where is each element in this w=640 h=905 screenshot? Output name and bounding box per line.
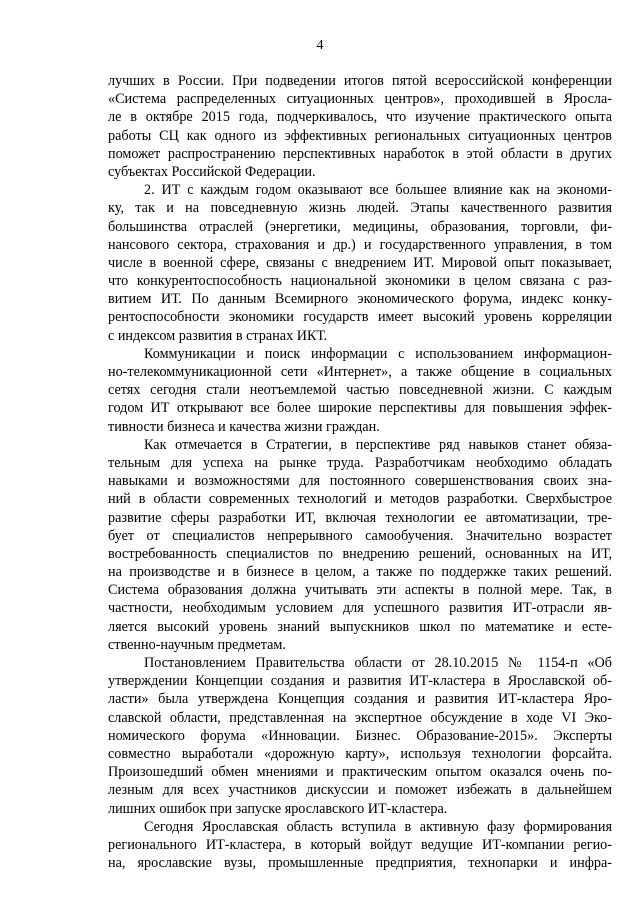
text-line: Произошедший обмен мнениями и практическим опытом оказался очень по- xyxy=(108,764,612,781)
text-line: работы СЦ как одного из эффективных региональных ситуационных центров xyxy=(108,127,612,144)
text-line: лучших в России. При подведении итогов пятой всероссийской конференции xyxy=(108,73,612,89)
text-line: витием ИТ. По данным Всемирного экономического форума, индекс конку- xyxy=(108,291,612,308)
text-line: ку, так и на повседневную жизнь людей. Этапы качественного развития xyxy=(108,200,612,217)
text-line: сетях сегодня стали неотъемлемой частью повседневной жизни. С каждым xyxy=(108,382,612,399)
text-line: частности, необходимым условием для успешного развития ИТ-отрасли яв- xyxy=(108,600,612,617)
text-line: годом ИТ открывают все более широкие перспективы для повышения эффек- xyxy=(108,400,612,417)
text-line: на производстве и в бизнесе в целом, а также по поддержке таких решений. xyxy=(108,564,612,581)
text-line: но-телекоммуникационной сети «Интернет», а также общение в социальных xyxy=(108,364,612,380)
paragraph xyxy=(108,818,612,873)
text-line: лезным для всех участников дискуссии и поможет избежать в дальнейшем xyxy=(108,782,612,799)
page-number: 4 xyxy=(316,38,324,53)
text-line: совместно выработали «дорожную карту», используя технологии форсайта. xyxy=(108,745,612,762)
text-line: на, ярославские вузы, промышленные предприятия, технопарки и инфра- xyxy=(108,855,612,872)
paragraph xyxy=(108,436,612,654)
text-line: нансового сектора, страхования и др.) и государственного управления, в том xyxy=(108,236,612,253)
paragraph xyxy=(108,181,612,345)
paragraph xyxy=(108,345,612,436)
text-line: Постановлением Правительства области от 28.10.2015 № 1154-п «Об xyxy=(144,655,612,671)
text-line: развитие сферы разработки ИТ, включая технологии ее автоматизации, тре- xyxy=(108,509,612,526)
text-line: тивности бизнеса и качества жизни граждан. xyxy=(108,418,380,435)
text-line: рентоспособности экономики государств имеет высокий уровень корреляции xyxy=(108,309,612,326)
text-line: субъектах Российской Федерации. xyxy=(108,163,316,180)
text-line: востребованность специалистов по внедрению решений, основанных на ИТ, xyxy=(108,545,612,562)
text-line: ляется высокий уровень знаний выпускников школ по математике и есте- xyxy=(108,618,612,635)
text-line: ний в области современных технологий и методов разработки. Сверхбыстрое xyxy=(108,491,612,508)
text-line: Как отмечается в Стратегии, в перспективе ряд навыков станет обяза- xyxy=(144,436,612,453)
paragraph xyxy=(108,72,612,181)
text-line: с индексом развития в странах ИКТ. xyxy=(108,327,328,344)
text-line: регионального ИТ-кластера, в который войдут ведущие ИТ-компании регио- xyxy=(108,836,612,853)
text-line: тельным для успеха на рынке труда. Разработчикам необходимо обладать xyxy=(108,454,612,471)
text-line: навыками и возможностями для постоянного совершенствования своих зна- xyxy=(108,473,612,490)
text-line: что конкурентоспособность национальной экономики в целом связана с раз- xyxy=(108,273,612,290)
text-line: Система образования должна учитывать эти аспекты в полной мере. Так, в xyxy=(108,582,612,599)
text-line: «Система распределенных ситуационных центров», проходившей в Яросла- xyxy=(108,91,612,108)
text-line: числе в военной сфере, связаны с внедрением ИТ. Мировой опыт показывает, xyxy=(108,254,612,271)
text-line: лишних ошибок при запуске ярославского ИТ-кластера. xyxy=(108,800,448,817)
text-line: номического форума «Инновации. Бизнес. Образование-2015». Эксперты xyxy=(108,727,612,744)
text-line: славской области, представленная на экспертное обсуждение в ходе VI Эко- xyxy=(108,709,612,726)
paragraph xyxy=(108,654,612,818)
text-line: Коммуникации и поиск информации с использованием информацион- xyxy=(144,345,612,362)
text-line: большинства отраслей (энергетики, медицины, образования, торговли, фи- xyxy=(108,218,612,235)
text-line: Сегодня Ярославская область вступила в активную фазу формирования xyxy=(144,818,612,835)
body-text xyxy=(108,72,612,872)
text-line: 2. ИТ с каждым годом оказывают все большее влияние как на экономи- xyxy=(144,182,612,199)
text-line: бует от специалистов непрерывного самообучения. Значительно возрастет xyxy=(108,527,612,544)
text-line: ле в октябре 2015 года, подчеркивалось, что изучение практического опыта xyxy=(108,109,612,126)
text-line: ственно-научным предметам. xyxy=(108,636,286,653)
text-line: поможет распространению перспективных наработок в этой области в других xyxy=(108,145,612,162)
text-line: ласти» была утверждена Концепция создания и развития ИТ-кластера Яро- xyxy=(108,691,612,708)
text-line: утверждении Концепции создания и развития ИТ-кластера в Ярославской об- xyxy=(108,673,612,690)
